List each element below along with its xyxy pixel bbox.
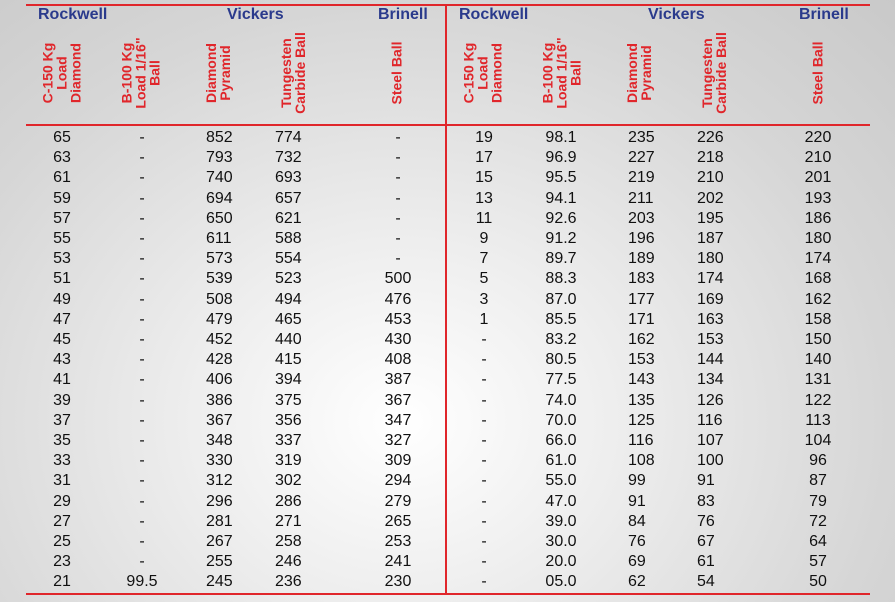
left-vickers-diamond-cell: 267 [206,533,233,550]
right-rockwell-b-cell: 91.2 [545,230,577,247]
right-rockwell-c-cell: 1 [479,310,489,328]
right-vickers-diamond-cell: 162 [628,331,655,348]
table-row [0,431,895,451]
left-rockwell-c-cell: 43 [53,351,71,369]
c150-header-right: C-150 Kg Load Diamond [460,42,504,104]
right-rockwell-b-cell: 70.0 [545,411,577,429]
right-brinell-steel-cell: 96 [809,452,827,470]
right-rockwell-c-cell: 19 [475,129,493,146]
table-row [0,512,895,532]
left-vickers-diamond-cell: 479 [206,310,233,328]
right-vickers-diamond-cell: 108 [628,452,655,470]
left-vickers-tungsten-cell: 286 [275,492,302,510]
table-row [0,310,895,330]
right-rockwell-b-cell: 83.2 [545,331,577,348]
right-rockwell-b-cell: 95.5 [545,169,577,187]
right-brinell-steel-cell: 174 [804,250,832,268]
right-vickers-tungsten-cell: 174 [697,270,724,288]
left-rockwell-b-cell: 99.5 [126,573,158,591]
right-vickers-diamond-cell: 189 [628,250,655,268]
left-vickers-diamond-cell: 428 [206,351,233,369]
left-rockwell-b-cell: - [139,492,145,510]
left-vickers-diamond-cell: 694 [206,189,233,207]
right-brinell-steel-cell: 201 [804,169,832,187]
left-rockwell-b-cell: - [139,351,145,369]
left-rockwell-c-cell: 37 [53,411,71,429]
left-vickers-tungsten-cell: 693 [275,169,302,187]
left-rockwell-b-cell: - [139,310,145,328]
rockwell-header-right: Rockwell [459,6,529,23]
right-brinell-steel-cell: 64 [809,533,827,550]
right-rockwell-b-cell: 92.6 [545,209,577,227]
left-rockwell-b-cell: - [139,129,145,146]
right-rockwell-c-cell: - [481,472,487,490]
left-rockwell-b-cell: - [139,189,145,207]
left-vickers-diamond-cell: 245 [206,573,233,591]
right-brinell-steel-cell: 72 [809,512,827,530]
right-vickers-diamond-cell: 125 [628,411,655,429]
right-vickers-diamond-cell: 84 [628,512,646,530]
left-brinell-steel-cell: 347 [384,411,412,429]
table-row [0,330,895,350]
left-rockwell-c-cell: 51 [53,270,71,288]
right-brinell-steel-cell: 79 [809,492,827,510]
right-rockwell-b-cell: 47.0 [545,492,577,510]
left-rockwell-c-cell: 61 [53,169,71,187]
left-vickers-diamond-cell: 452 [206,331,233,348]
right-vickers-tungsten-cell: 210 [697,169,724,187]
left-rockwell-c-cell: 41 [53,371,71,389]
left-rockwell-c-cell: 65 [53,129,71,146]
right-vickers-diamond-cell: 153 [628,351,655,369]
right-vickers-diamond-cell: 91 [628,492,646,510]
c150-header-left: C-150 Kg Load Diamond [39,42,83,104]
left-rockwell-c-cell: 29 [53,492,71,510]
right-rockwell-b-cell: 66.0 [545,432,577,449]
right-rockwell-c-cell: - [481,331,487,348]
table-row [0,269,895,289]
left-vickers-diamond-cell: 650 [206,209,233,227]
left-vickers-tungsten-cell: 621 [275,209,302,227]
left-brinell-steel-cell: 367 [384,391,412,409]
right-rockwell-c-cell: 17 [475,149,493,167]
left-rockwell-c-cell: 47 [53,310,71,328]
left-vickers-tungsten-cell: 465 [275,310,302,328]
vickers-header-right: Vickers [648,6,705,23]
left-rockwell-b-cell: - [139,169,145,187]
left-rockwell-c-cell: 31 [53,472,71,490]
left-rockwell-c-cell: 45 [53,331,71,348]
right-brinell-steel-cell: 168 [804,270,832,288]
right-vickers-diamond-cell: 219 [628,169,655,187]
left-rockwell-b-cell: - [139,209,145,227]
left-rockwell-b-cell: - [139,290,145,308]
right-brinell-steel-cell: 150 [804,331,832,348]
right-rockwell-b-cell: 61.0 [545,452,577,470]
left-rockwell-b-cell: - [139,270,145,288]
left-rockwell-c-cell: 59 [53,189,71,207]
right-vickers-tungsten-cell: 100 [697,452,724,470]
left-rockwell-b-cell: - [139,512,145,530]
table-row [0,189,895,209]
right-rockwell-b-cell: 96.9 [545,149,577,167]
table-row [0,290,895,310]
left-brinell-steel-cell: - [395,149,401,167]
left-vickers-diamond-cell: 852 [206,129,233,146]
right-rockwell-c-cell: - [481,411,487,429]
left-vickers-diamond-cell: 573 [206,250,233,268]
left-rockwell-c-cell: 27 [53,512,71,530]
right-rockwell-c-cell: - [481,371,487,389]
steel-ball-header-right: Steel Ball [810,41,826,105]
left-brinell-steel-cell: 265 [384,512,412,530]
left-brinell-steel-cell: - [395,129,401,146]
right-rockwell-b-cell: 88.3 [545,270,577,288]
vickers-header-left: Vickers [227,6,284,23]
left-vickers-tungsten-cell: 440 [275,331,302,348]
table-row [0,128,895,148]
right-brinell-steel-cell: 122 [804,391,832,409]
right-vickers-tungsten-cell: 163 [697,310,724,328]
table-row [0,168,895,188]
table-row [0,229,895,249]
right-rockwell-c-cell: - [481,512,487,530]
tungsten-header-right: Tungesten Carbide Ball [699,32,730,114]
left-rockwell-b-cell: - [139,331,145,348]
left-vickers-diamond-cell: 330 [206,452,233,470]
left-rockwell-c-cell: 55 [53,230,71,247]
table-row [0,532,895,552]
right-vickers-tungsten-cell: 91 [697,472,715,490]
diamond-pyramid-header-right: Diamond Pyramid [623,43,654,103]
right-rockwell-b-cell: 85.5 [545,310,577,328]
left-brinell-steel-cell: 327 [384,432,412,449]
right-brinell-steel-cell: 140 [804,351,832,369]
left-vickers-tungsten-cell: 394 [275,371,302,389]
right-vickers-diamond-cell: 177 [628,290,655,308]
right-rockwell-c-cell: - [481,351,487,369]
right-rockwell-b-cell: 74.0 [545,391,577,409]
right-vickers-tungsten-cell: 195 [697,209,724,227]
left-rockwell-c-cell: 21 [53,573,71,591]
right-vickers-tungsten-cell: 153 [697,331,724,348]
right-vickers-tungsten-cell: 54 [697,573,715,591]
right-rockwell-c-cell: - [481,432,487,449]
right-vickers-diamond-cell: 171 [628,310,655,328]
left-brinell-steel-cell: 230 [384,573,412,591]
left-rockwell-c-cell: 49 [53,290,71,308]
right-vickers-tungsten-cell: 76 [697,512,715,530]
left-rockwell-c-cell: 63 [53,149,71,167]
left-vickers-diamond-cell: 296 [206,492,233,510]
right-vickers-tungsten-cell: 107 [697,432,724,449]
right-vickers-diamond-cell: 143 [628,371,655,389]
brinell-header-right: Brinell [799,6,849,23]
left-vickers-tungsten-cell: 258 [275,533,302,550]
right-rockwell-c-cell: 9 [479,230,489,247]
right-vickers-diamond-cell: 135 [628,391,655,409]
right-vickers-diamond-cell: 235 [628,129,655,146]
left-brinell-steel-cell: - [395,209,401,227]
right-rockwell-c-cell: - [481,391,487,409]
table-row [0,492,895,512]
left-brinell-steel-cell: 453 [384,310,412,328]
left-vickers-tungsten-cell: 657 [275,189,302,207]
left-vickers-tungsten-cell: 523 [275,270,302,288]
left-vickers-diamond-cell: 348 [206,432,233,449]
right-vickers-tungsten-cell: 144 [697,351,724,369]
right-rockwell-c-cell: 13 [475,189,493,207]
left-vickers-tungsten-cell: 271 [275,512,302,530]
left-rockwell-b-cell: - [139,391,145,409]
right-rockwell-b-cell: 77.5 [545,371,577,389]
right-rockwell-b-cell: 39.0 [545,512,577,530]
right-vickers-tungsten-cell: 126 [697,391,724,409]
right-rockwell-c-cell: - [481,452,487,470]
right-vickers-diamond-cell: 203 [628,209,655,227]
left-rockwell-c-cell: 35 [53,432,71,449]
right-vickers-diamond-cell: 116 [628,432,654,449]
right-rockwell-c-cell: 3 [479,290,489,308]
right-rockwell-b-cell: 87.0 [545,290,577,308]
right-rockwell-c-cell: - [481,553,487,571]
left-rockwell-b-cell: - [139,371,145,389]
right-rockwell-b-cell: 30.0 [545,533,577,550]
left-brinell-steel-cell: 408 [384,351,412,369]
left-vickers-diamond-cell: 611 [206,230,232,247]
right-brinell-steel-cell: 87 [809,472,827,490]
left-rockwell-b-cell: - [139,553,145,571]
right-vickers-tungsten-cell: 116 [697,411,723,429]
right-rockwell-b-cell: 05.0 [545,573,577,591]
left-rockwell-c-cell: 53 [53,250,71,268]
left-brinell-steel-cell: - [395,169,401,187]
right-brinell-steel-cell: 162 [804,290,832,308]
table-row [0,451,895,471]
left-vickers-diamond-cell: 312 [206,472,233,490]
left-vickers-diamond-cell: 508 [206,290,233,308]
left-vickers-tungsten-cell: 302 [275,472,302,490]
left-vickers-tungsten-cell: 588 [275,230,302,247]
left-vickers-tungsten-cell: 337 [275,432,302,449]
b100-header-left: B-100 Kg Load 1/16" Ball [119,37,163,109]
right-rockwell-c-cell: - [481,533,487,550]
right-vickers-tungsten-cell: 187 [697,230,724,247]
left-vickers-diamond-cell: 406 [206,371,233,389]
right-vickers-diamond-cell: 183 [628,270,655,288]
left-rockwell-b-cell: - [139,230,145,247]
left-brinell-steel-cell: 309 [384,452,412,470]
left-rockwell-b-cell: - [139,250,145,268]
right-vickers-tungsten-cell: 202 [697,189,724,207]
right-vickers-diamond-cell: 62 [628,573,646,591]
table-row [0,391,895,411]
right-rockwell-c-cell: - [481,492,487,510]
table-row [0,572,895,592]
right-vickers-tungsten-cell: 180 [697,250,724,268]
right-vickers-tungsten-cell: 226 [697,129,724,146]
right-brinell-steel-cell: 131 [804,371,832,389]
left-rockwell-c-cell: 23 [53,553,71,571]
right-brinell-steel-cell: 50 [809,573,827,591]
left-rockwell-b-cell: - [139,533,145,550]
right-vickers-diamond-cell: 76 [628,533,646,550]
left-vickers-diamond-cell: 386 [206,391,233,409]
right-brinell-steel-cell: 180 [804,230,832,247]
right-vickers-tungsten-cell: 169 [697,290,724,308]
bottom-rule [26,593,870,595]
steel-ball-header-left: Steel Ball [389,41,405,105]
left-vickers-diamond-cell: 367 [206,411,233,429]
tungsten-header-left: Tungesten Carbide Ball [278,32,309,114]
left-rockwell-b-cell: - [139,432,145,449]
left-rockwell-b-cell: - [139,411,145,429]
left-vickers-tungsten-cell: 319 [275,452,302,470]
diamond-pyramid-header-left: Diamond Pyramid [202,43,233,103]
right-vickers-tungsten-cell: 83 [697,492,715,510]
right-vickers-diamond-cell: 69 [628,553,646,571]
right-rockwell-c-cell: 15 [475,169,493,187]
brinell-header-left: Brinell [378,6,428,23]
left-vickers-tungsten-cell: 774 [275,129,302,146]
right-vickers-diamond-cell: 196 [628,230,655,247]
left-vickers-tungsten-cell: 246 [275,553,302,571]
left-rockwell-b-cell: - [139,452,145,470]
left-brinell-steel-cell: 253 [384,533,412,550]
right-vickers-tungsten-cell: 67 [697,533,715,550]
right-rockwell-c-cell: 5 [479,270,489,288]
left-rockwell-c-cell: 25 [53,533,71,550]
table-row [0,350,895,370]
table-row [0,209,895,229]
right-rockwell-b-cell: 94.1 [545,189,577,207]
left-vickers-tungsten-cell: 554 [275,250,302,268]
table-row [0,552,895,572]
right-vickers-tungsten-cell: 218 [697,149,724,167]
left-vickers-tungsten-cell: 375 [275,391,302,409]
left-rockwell-b-cell: - [139,472,145,490]
right-rockwell-c-cell: - [481,573,487,591]
top-rule [26,4,870,6]
right-brinell-steel-cell: 186 [804,209,832,227]
right-rockwell-b-cell: 89.7 [545,250,577,268]
right-rockwell-b-cell: 80.5 [545,351,577,369]
table-row [0,471,895,491]
left-rockwell-c-cell: 33 [53,452,71,470]
right-brinell-steel-cell: 210 [804,149,832,167]
right-rockwell-b-cell: 55.0 [545,472,577,490]
table-row [0,249,895,269]
left-brinell-steel-cell: - [395,250,401,268]
left-brinell-steel-cell: - [395,230,401,247]
left-vickers-tungsten-cell: 236 [275,573,302,591]
left-vickers-diamond-cell: 255 [206,553,233,571]
table-row [0,370,895,390]
left-brinell-steel-cell: 430 [384,331,412,348]
left-brinell-steel-cell: 476 [384,290,412,308]
right-vickers-tungsten-cell: 61 [697,553,715,571]
right-rockwell-b-cell: 98.1 [545,129,577,146]
header-bottom-rule [26,124,870,126]
table-row [0,148,895,168]
left-vickers-diamond-cell: 740 [206,169,233,187]
right-vickers-diamond-cell: 211 [628,189,654,207]
rockwell-header-left: Rockwell [38,6,108,23]
left-rockwell-c-cell: 39 [53,391,71,409]
left-vickers-tungsten-cell: 356 [275,411,302,429]
right-brinell-steel-cell: 57 [809,553,827,571]
left-brinell-steel-cell: 500 [384,270,412,288]
right-brinell-steel-cell: 113 [805,411,831,429]
table-row [0,411,895,431]
right-vickers-diamond-cell: 227 [628,149,655,167]
right-rockwell-c-cell: 7 [479,250,489,268]
left-rockwell-b-cell: - [139,149,145,167]
left-brinell-steel-cell: 241 [384,553,412,571]
right-brinell-steel-cell: 220 [804,129,832,146]
left-vickers-diamond-cell: 793 [206,149,233,167]
right-rockwell-b-cell: 20.0 [545,553,577,571]
right-vickers-tungsten-cell: 134 [697,371,724,389]
left-vickers-tungsten-cell: 494 [275,290,302,308]
b100-header-right: B-100 Kg Load 1/16" Ball [540,37,584,109]
left-vickers-tungsten-cell: 732 [275,149,302,167]
left-vickers-diamond-cell: 281 [206,512,233,530]
right-vickers-diamond-cell: 99 [628,472,646,490]
left-rockwell-c-cell: 57 [53,209,71,227]
left-brinell-steel-cell: 279 [384,492,412,510]
left-brinell-steel-cell: 294 [384,472,412,490]
right-brinell-steel-cell: 193 [804,189,832,207]
left-brinell-steel-cell: - [395,189,401,207]
left-brinell-steel-cell: 387 [384,371,412,389]
left-vickers-diamond-cell: 539 [206,270,233,288]
right-rockwell-c-cell: 11 [475,209,493,227]
left-vickers-tungsten-cell: 415 [275,351,302,369]
right-brinell-steel-cell: 104 [804,432,832,449]
right-brinell-steel-cell: 158 [804,310,832,328]
